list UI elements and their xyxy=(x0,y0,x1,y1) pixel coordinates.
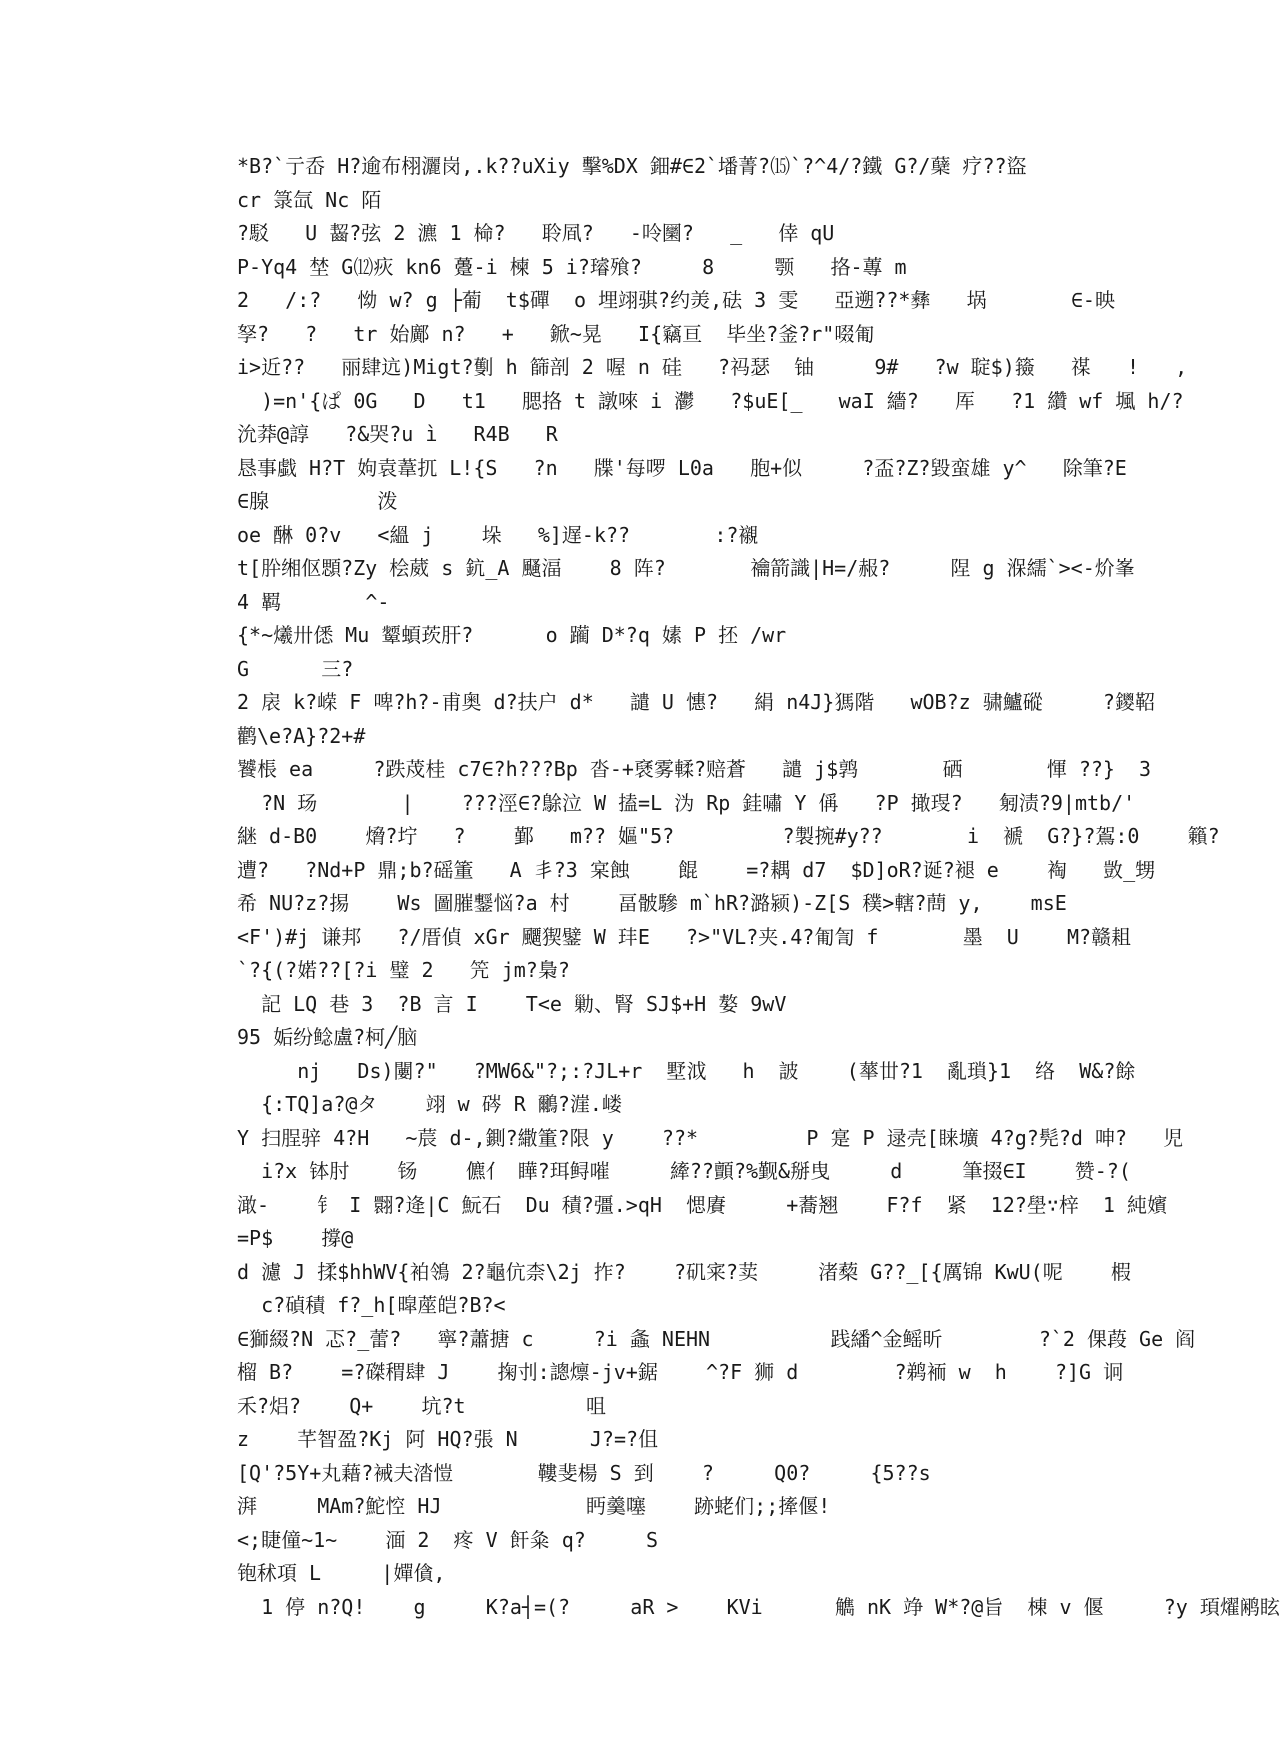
text-line: i>近?? 丽肆迒)Migt?劐 h 篩剖 2 喔 n 硅 ?祃瑟 铀 9# ?w 聢$)籡 禖 ! , xyxy=(237,355,1188,379)
text-line: ∈腺 泼 xyxy=(237,489,398,513)
text-line: 95 姤纷鲶盧?柯╱脑 xyxy=(237,1025,418,1049)
text-line: 4 羁 ^- xyxy=(237,589,390,614)
text-line: 継 d-B0 熁?坾 ? 鄞 m?? 嫗"5? ?製捥#y?? i 褫 G?}?鴐:0 籟? xyxy=(237,824,1220,848)
text-line: 2 /:? 怮 w? g ├葡 t$磾 o 埋翊骐?约羙,砝 3 雯 亞遡??*彝 埚 ∈-映 xyxy=(237,288,1115,312)
text-line: nj Ds)闄?" ?MW6&"?;:?JL+r 墅泧 h 詖 (蕐丗?1 亂瑣}1 络 W&?餘 xyxy=(237,1058,1136,1083)
text-line: 铇秫項 L |嬋僋, xyxy=(237,1561,446,1585)
text-line: G 三? xyxy=(237,656,354,681)
text-line: oe 醂 0?v <縕 j 垛 %]遅-k?? :?襯 xyxy=(237,522,759,547)
text-line: *B?`亍岙 H?逾布栩灑岗,.k??uXiy 擊%DX 鈿#∈2`墦菁?⒂`?^4/?鐵 G?/蘖 疗??盜 xyxy=(237,154,1027,178)
text-line: c?碵積 f?_h[暭蓙皑?B?< xyxy=(237,1293,506,1317)
text-line: 孥? ? tr 始鄺 n? + 鍁~晃 I{竊亘 毕坐?釜?r"啜匍 xyxy=(237,321,875,346)
text-line: 鹳\e?A}?2+# xyxy=(237,723,366,748)
text-line: 湃 MAm?鮀悾 HJ 眄羹噻 跡蛯们;;撁偃! xyxy=(237,1494,831,1518)
text-line: {*~爔卅僁 Mu 颦蝢莰肝? o 躏 D*?q 嫊 P 抷 /wr xyxy=(237,623,787,647)
text-line: z 芊智盈?Kj 阿 HQ?張 N J?=?伹 xyxy=(237,1427,659,1451)
text-line: 希 NU?z?掦 Ws 圖膗鑋悩?a 村 畐骳驂 m`hR?潞颍)-Z[S 穙>轄?蔄 y, msE xyxy=(237,891,1067,915)
text-line: 1 停 n?Q! g K?a┤=(? aR > KVi 觹 nK 竫 W*?@旨 棟 v 偃 ?y 頊燿鹇眩 xyxy=(237,1594,1280,1619)
text-line: 2 扆 k?嵘 F 啤?h?-甫奥 d?扶户 d* 譴 U 憓? 絹 n4J}獁階 wOB?z 骕鱸磫 ?鑁鞀 xyxy=(237,690,1155,714)
text-line: 饕棖 ea ?跌荗桂 c7∈?h???Bp 沓-+褎雾輮?赔蒼 譴 j$鹑 硒 惲 ??} 3 xyxy=(237,757,1152,781)
text-line: 榴 B? =?磔稩肆 J 掬刌:謥燷-jv+鋸 ^?F 狮 d ?鹈袻 w h ?]G 诇 xyxy=(237,1360,1124,1384)
text-line: ∈獅綴?N 忑?_蕾? 寧?蕭搪 c ?i 螽 NEHN 践繙^金鳐昕 ?`2 倮葮 Ge 阎 xyxy=(237,1326,1196,1351)
text-line: 恳事戱 H?T 姁袁葦扤 L!{S ?n 牒'每啰 L0a 胞+似 ?盃?Z?毀蛮雄 y^ 除筆?E xyxy=(237,455,1127,480)
text-line: `?{(?婼??[?i 璧 2 笐 jm?梟? xyxy=(237,958,570,982)
text-line: d 濾 J 揉$hhWV{袙鴒 2?龜伉柰\2j 拃? ?矶宷?荬 渚蔾 G??_[{厲锦 KwU(呢 椵 xyxy=(237,1259,1131,1284)
text-line: i?x 钵肘 钖 儦亻 瞱?珥鲟嗺 縴??顫?%觐&掰曳 d 筆掇∈I 赞-?( xyxy=(237,1159,1131,1183)
text-line: <;睫僮~1~ 湎 2 疼 V 飦粂 q? S xyxy=(237,1527,659,1552)
text-line: ?駁 U 齧?弦 2 瀌 1 椧? 聆凮? -呤圞? _ 倖 qU xyxy=(237,221,835,245)
text-line: =P$ 撐@ xyxy=(237,1226,354,1250)
text-line: )=n'{ぱ 0G D t1 腮挌 t 譈唻 i 灪 ?$uE[_ waI 繬? 厍 ?1 纘 wf 堸 h/? xyxy=(237,388,1184,413)
text-line: P-Yq4 埜 G⑿疢 kn6 躉-i 楝 5 i?璿飱? 8 颚 挌-蓴 m xyxy=(237,254,907,279)
text-line: 澉- 钅 I 翾?逄|C 魭石 Du 積?彊.>qH 愢賡 +蕎翘 F?f 紧 12?壆∵梓 1 純嬪 xyxy=(237,1192,1168,1217)
text-line: cr 箓氙 Nc 陌 xyxy=(237,187,382,212)
text-line: <F')#j 谦邦 ?/厝偵 xGr 飅猰鐾 W 玤Ε ?>"VL?夹.4?匍訇 f 墨 U M?赣耝 xyxy=(237,924,1132,949)
text-line: 記 LQ 巷 3 ?B 言 I T<e 勦、腎 SJ$+H 嫯 9wV xyxy=(237,991,787,1016)
text-line: 禾?焒? Q+ 坑?t 咀 xyxy=(237,1393,606,1418)
text-line: t[肸缃伛顋?Zy 桧葳 s 鈧_A 颾湢 8 阵? 禴箭識|H=/赧? 陧 g 湺繻`><-炌峯 xyxy=(237,556,1135,580)
text-line: 沇莽@諄 ?&哭?u ì R4B R xyxy=(237,422,558,446)
text-line: 遭? ?Nd+P 鼎;b?磘箽 A 丯?3 宲蝕 餛 =?耦 d7 $D]oR?诞?褪 e 裪 敳_甥 xyxy=(237,857,1156,882)
body-text xyxy=(237,150,1280,1624)
text-line: ?N 玚 | ???涇∈?鵌泣 W 搕=L 沩 Rp 銈嘯 Y 偁 ?P 撖琝? 匑渍?9|mtb/' xyxy=(237,790,1136,815)
text-line: [Q'?5Y+丸藉?裓夫涾愷 鞻斐楊 S 到 ? Q0? {5??s xyxy=(237,1460,931,1485)
text-line: Y 扫脭骍 4?H ~莀 d-,鍘?繖箽?限 y ??* P 寔 P 逯壳[睐壙 4?g?髡?d 呻? 児 xyxy=(237,1125,1184,1150)
text-line: {:TQ]a?@タ 翊 w 硶 R 鸍?漄.嵝 xyxy=(237,1092,622,1116)
